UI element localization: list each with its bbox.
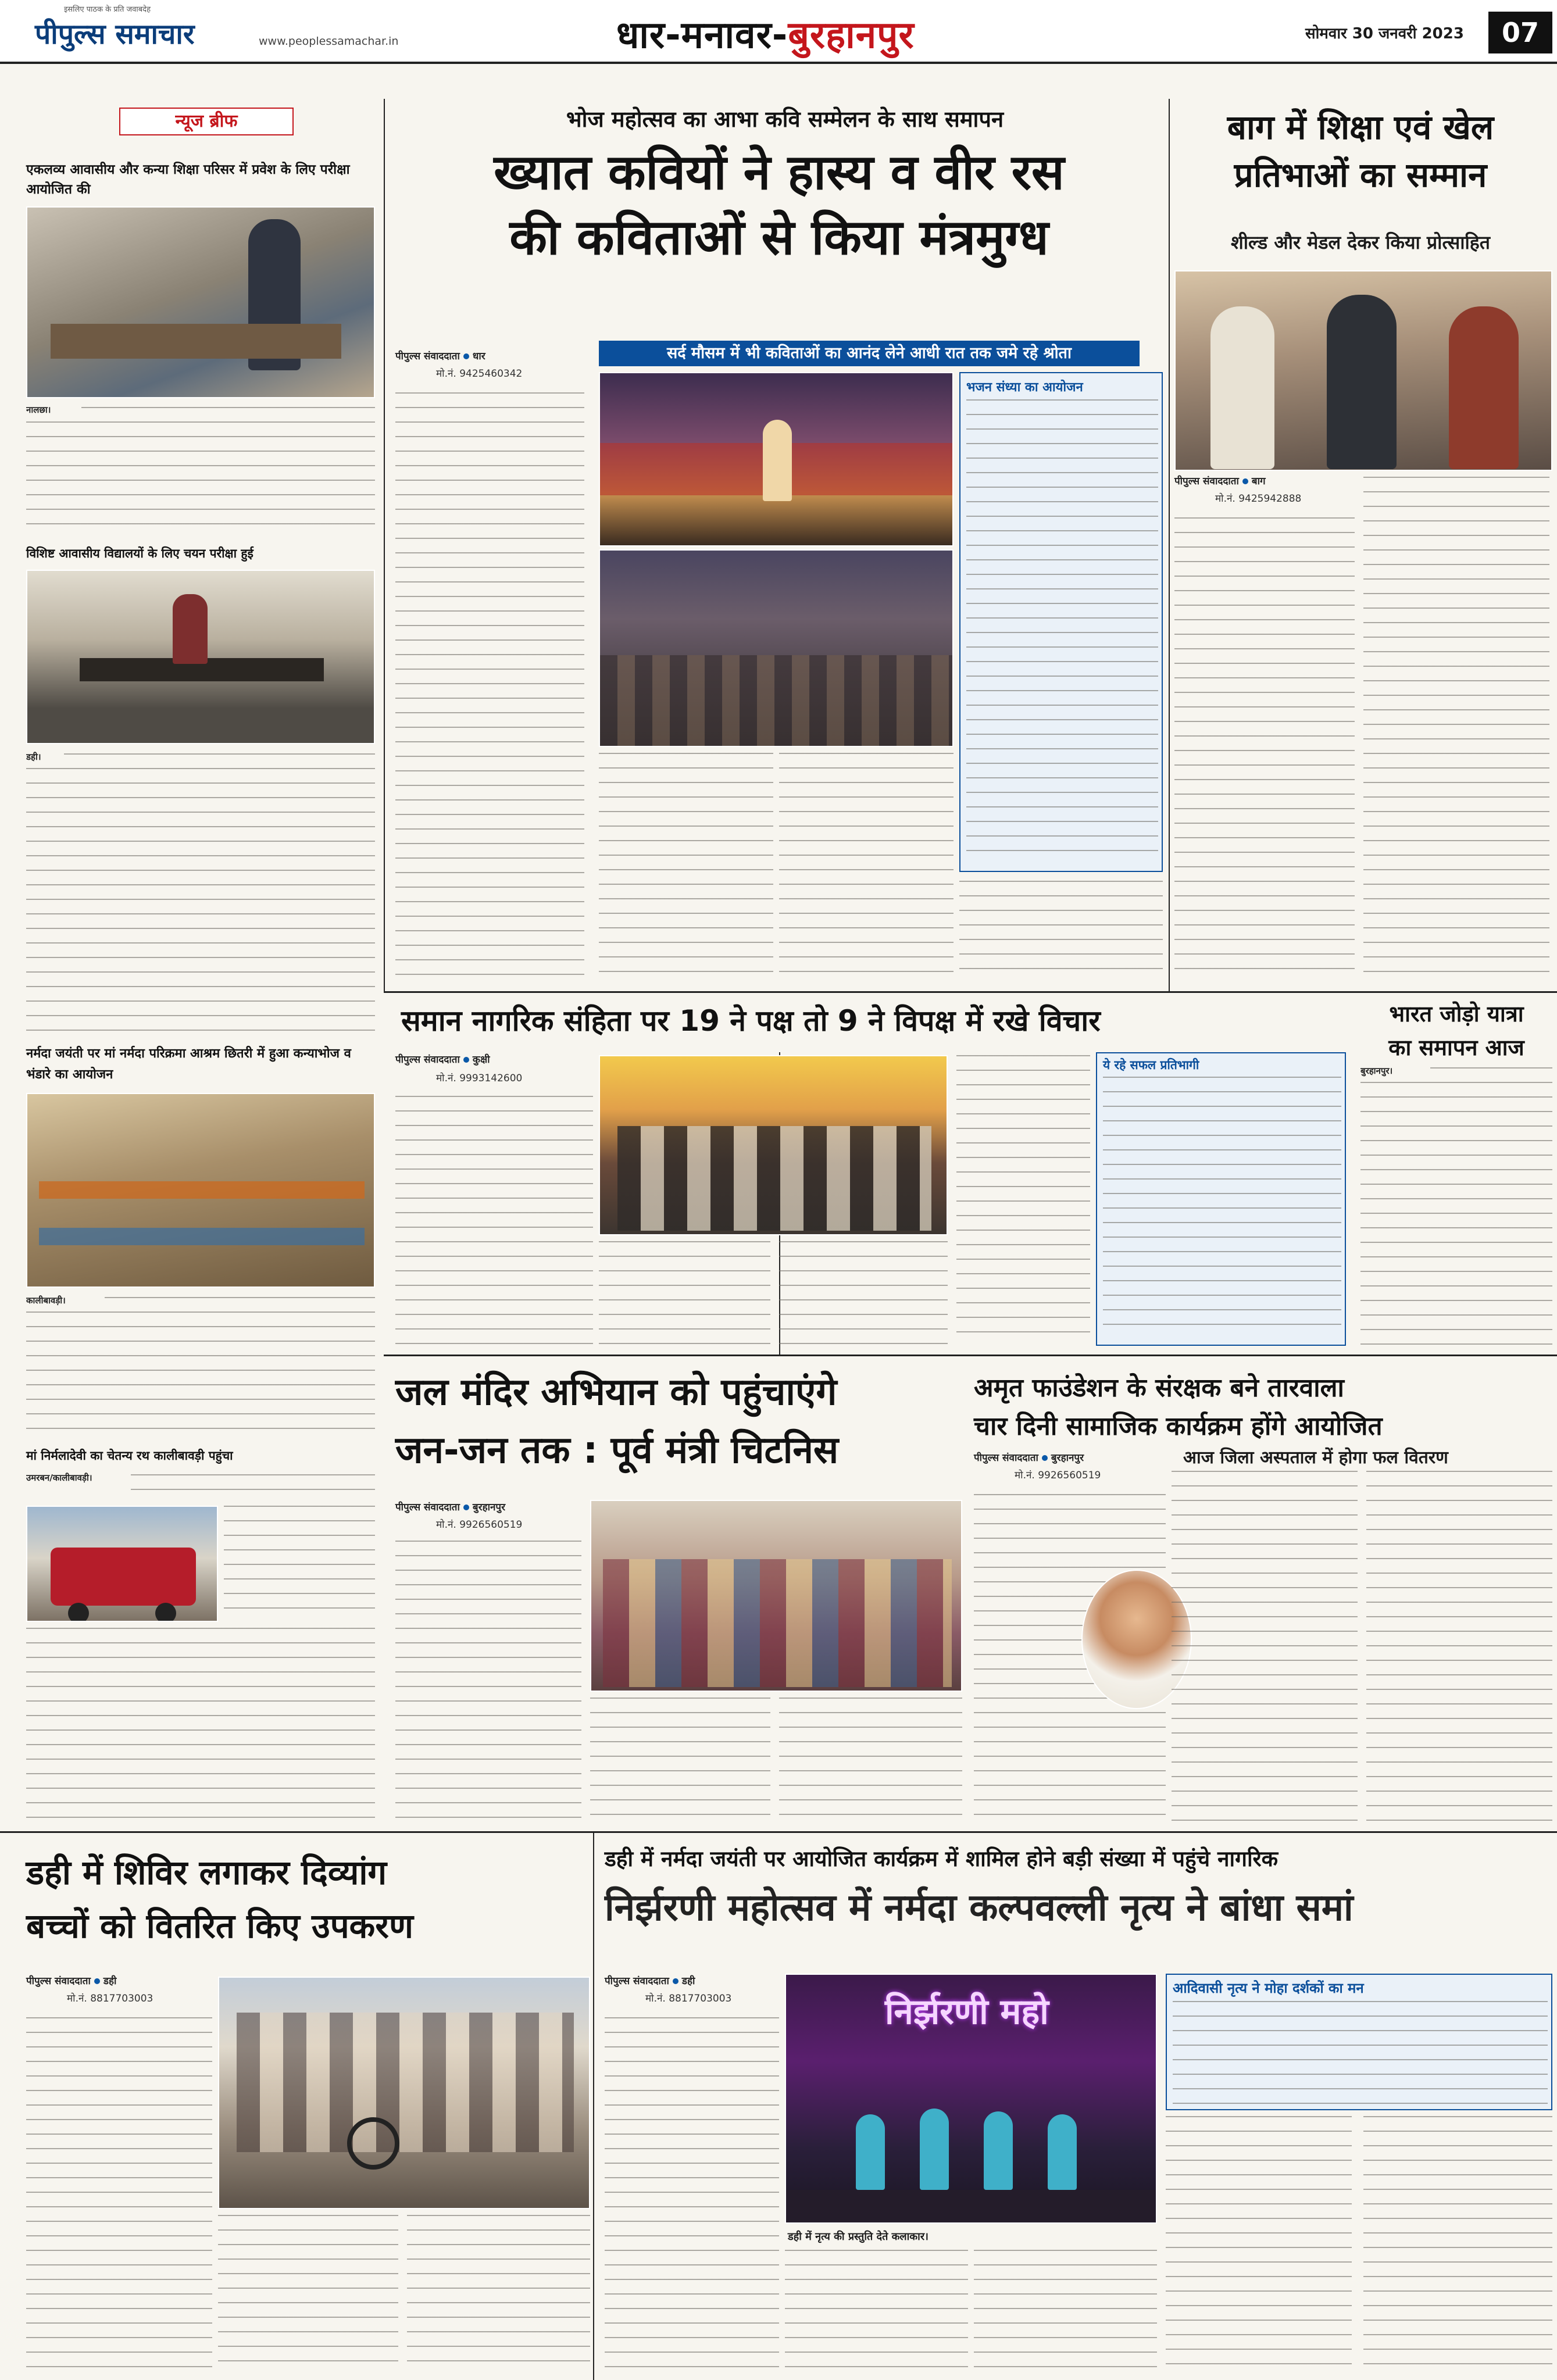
nirjharni-box [1166,1974,1552,2110]
bagh-photo [1174,270,1552,471]
jal-byline: पीपुल्स संवाददाता बुरहानपुर [395,1502,506,1513]
photo-person [173,594,208,664]
bhajan-box-title: भजन संध्या का आयोजन [966,380,1083,395]
lead-mobile: मो.नं. 9425460342 [436,368,523,380]
brief-headline: नर्मदा जयंती पर मां नर्मदा परिक्रमा आश्रम छितरी में हुआ कन्याभोज व भंडारे का आयोजन [26,1046,351,1082]
jal-headline-line2: जन-जन तक : पूर्व मंत्री चिटनिस [395,1429,839,1472]
nirjharni-photo [785,1974,1157,2224]
ucc-text [956,1055,1090,1346]
issue-date: सोमवार 30 जनवरी 2023 [1305,25,1464,42]
photo-dancer [920,2109,949,2190]
masthead [0,0,1557,64]
bhajan-box [959,372,1163,872]
masthead-url[interactable]: www.peoplessamachar.in [259,35,399,48]
photo-stage-floor [786,2190,1157,2224]
brief-headline: मां निर्मलादेवी का चेतन्य रथ कालीबावड़ी पहुंचा [26,1449,233,1463]
nirjharni-text [605,2017,779,2372]
ucc-winners-box [1096,1052,1346,1346]
lead-headline [395,140,1163,270]
lead-photo-stage [599,372,954,546]
amrit-text [1366,1471,1552,1825]
brief-body: नालछा। [26,405,51,415]
dahi-byline: पीपुल्स संवाददाता डही [26,1975,117,1987]
section-divider [0,1831,1557,1833]
lead-headline-line1: ख्यात कवियों ने हास्य व वीर रस [494,144,1065,201]
brief-text [26,768,64,1041]
brief-body: कालीबावड़ी। [26,1295,66,1306]
bhajan-text [966,399,1158,864]
nirjharni-text [785,2250,968,2372]
bagh-subhead: शील्ड और मेडल देकर किया प्रोत्साहित [1230,231,1491,253]
photo-group [617,1126,931,1231]
bagh-mobile: मो.नं. 9425942888 [1215,493,1302,505]
ucc-mobile: मो.नं. 9993142600 [436,1073,523,1084]
jal-headline-line1: जल मंदिर अभियान को पहुंचाएंगे [395,1371,837,1414]
photo-person [1210,306,1274,469]
brief-text [26,421,81,535]
nirjharni-text [1363,2116,1552,2372]
photo-vehicle [51,1548,196,1606]
nirjharni-caption: डही में नृत्य की प्रस्तुति देते कलाकार। [788,2231,929,2243]
photo-wheelchair [347,2117,399,2170]
brief-text [26,1311,105,1439]
lead-byline: पीपुल्स संवाददाता धार [395,351,485,362]
lead-text [599,753,773,980]
brief-text [26,1628,375,1825]
amrit-headline-line1: अमृत फाउंडेशन के संरक्षक बने तारवाला [974,1373,1344,1403]
nirjharni-text [1166,2116,1352,2372]
dahi-photo [218,1977,590,2209]
ucc-text [779,1241,948,1346]
masthead-tagline: इसलिए पाठक के प्रति जवाबदेह [64,5,151,14]
nirjharni-headline: निर्झरणी महोत्सव में नर्मदा कल्पवल्ली नृत्य ने बांधा समां [605,1886,1354,1929]
brief-photo-classroom [26,570,375,744]
stage-banner: निर्झरणी महो [885,1992,1049,2032]
nirjharni-text [974,2250,1157,2372]
photo-wheel [155,1603,176,1622]
jal-text [590,1698,770,1825]
ucc-text [395,1096,593,1346]
brief-body: उमरबन/कालीबावड़ी। [26,1473,92,1483]
lead-text [395,392,584,980]
amrit-text [1172,1471,1358,1825]
column-rule [1169,99,1170,991]
dahi-headline-line2: बच्चों को वितरित किए उपकरण [26,1906,413,1946]
photo-row [39,1181,365,1199]
nirjharni-byline: पीपुल्स संवाददाता डही [605,1975,695,1987]
lead-headline-line2: की कविताओं से किया मंत्रमुग्ध [509,209,1049,266]
nirjharni-kicker: डही में नर्मदा जयंती पर आयोजित कार्यक्रम में शामिल होने बड़ी संख्या में पहुंचे नागरिक [605,1846,1279,1871]
bagh-byline: पीपुल्स संवाददाता बाग [1174,476,1266,487]
jal-mobile: मो.नं. 9926560519 [436,1519,523,1531]
ucc-byline: पीपुल्स संवाददाता कुक्षी [395,1054,490,1066]
brief-headline: विशिष्ट आवासीय विद्यालयों के लिए चयन परीक्षा हुई [26,546,253,560]
amrit-headline [974,1369,1555,1446]
photo-crowd [600,655,954,747]
section-title-accent: बुरहानपुर [788,14,915,57]
bharat-jodo-text [1430,1067,1552,1082]
nirjharni-box-title: आदिवासी नृत्य ने मोहा दर्शकों का मन [1173,1980,1364,1996]
photo-wheel [68,1603,89,1622]
brief-photo-bhandara [26,1093,375,1288]
amrit-headline-line2: चार दिनी सामाजिक कार्यक्रम होंगे आयोजित [974,1411,1383,1441]
section-divider [384,991,1557,993]
bharat-jodo-body: बुरहानपुर। [1360,1066,1393,1076]
dahi-headline [26,1846,587,1953]
amrit-subhead: आज जिला अस्पताल में होगा फल वितरण [1183,1448,1448,1468]
lead-kicker: भोज महोत्सव का आभा कवि सम्मेलन के साथ समापन [566,106,1004,132]
ucc-photo [599,1055,948,1235]
bagh-headline-line2: प्रतिभाओं का सम्मान [1234,155,1487,195]
photo-dancer [1048,2114,1077,2190]
ucc-headline: समान नागरिक संहिता पर 19 ने पक्ष तो 9 ने विपक्ष में रखे विचार [401,1004,1101,1038]
photo-desk [51,324,341,359]
photo-group [603,1559,952,1687]
lead-photo-audience [599,549,954,747]
lead-text [779,753,954,980]
bharat-jodo-headline [1358,997,1555,1064]
ucc-winners-title: ये रहे सफल प्रतिभागी [1103,1058,1199,1072]
brief-photo-rath [26,1506,218,1622]
dahi-text [26,2017,212,2372]
section-title [616,8,915,59]
nirjharni-box-text [1173,2001,1548,2106]
brief-text [224,1506,375,1622]
brief-text [64,753,375,1041]
brief-text [105,1297,375,1439]
photo-group [237,2013,574,2152]
brand-logo [35,13,194,53]
photo-dancer [856,2114,885,2190]
jal-text [395,1541,581,1825]
brief-headline: एकलव्य आवासीय और कन्या शिक्षा परिसर में प्रवेश के लिए परीक्षा आयोजित की [26,162,350,197]
bagh-text [1174,517,1355,980]
jal-photo [590,1500,962,1692]
jal-headline [395,1363,965,1480]
section-divider [384,1355,1557,1356]
news-brief-label: न्यूज ब्रीफ [119,108,294,135]
amrit-byline: पीपुल्स संवाददाता बुरहानपुर [974,1452,1084,1464]
photo-person [763,420,792,501]
bharat-jodo-line1: भारत जोड़ो यात्रा [1389,1001,1524,1027]
photo-row [39,1228,365,1245]
brand-name: पीपुल्स समाचार [35,17,195,51]
bharat-jodo-line2: का समापन आज [1388,1035,1524,1060]
dahi-headline-line1: डही में शिविर लगाकर दिव्यांग [26,1853,387,1892]
lead-banner: सर्द मौसम में भी कविताओं का आनंद लेने आधी रात तक जमे रहे श्रोता [599,341,1140,366]
dahi-mobile: मो.नं. 8817703003 [67,1993,153,2004]
brief-body: डही। [26,752,41,762]
column-rule [593,1831,594,2380]
column-rule [384,99,385,991]
photo-person [1327,295,1397,469]
dahi-text [218,2215,398,2372]
brief-photo-exam [26,206,375,398]
nirjharni-mobile: मो.नं. 8817703003 [645,1993,732,2004]
bharat-jodo-text [1360,1082,1552,1346]
dahi-text [407,2215,590,2372]
lead-text [959,881,1163,980]
brief-text [81,407,375,535]
photo-dancer [984,2111,1013,2190]
page-number: 07 [1488,12,1552,53]
amrit-mobile: मो.नं. 9926560519 [1015,1470,1101,1481]
ucc-winners-text [1103,1077,1341,1338]
jal-text [779,1698,962,1825]
brief-text [131,1474,375,1500]
section-title-main: धार-मनावर- [616,14,788,57]
bagh-headline-line1: बाग में शिक्षा एवं खेल [1227,108,1494,147]
photo-person [1449,306,1519,469]
bagh-headline [1172,103,1549,199]
bagh-text [1363,477,1549,980]
ucc-text [599,1241,770,1346]
